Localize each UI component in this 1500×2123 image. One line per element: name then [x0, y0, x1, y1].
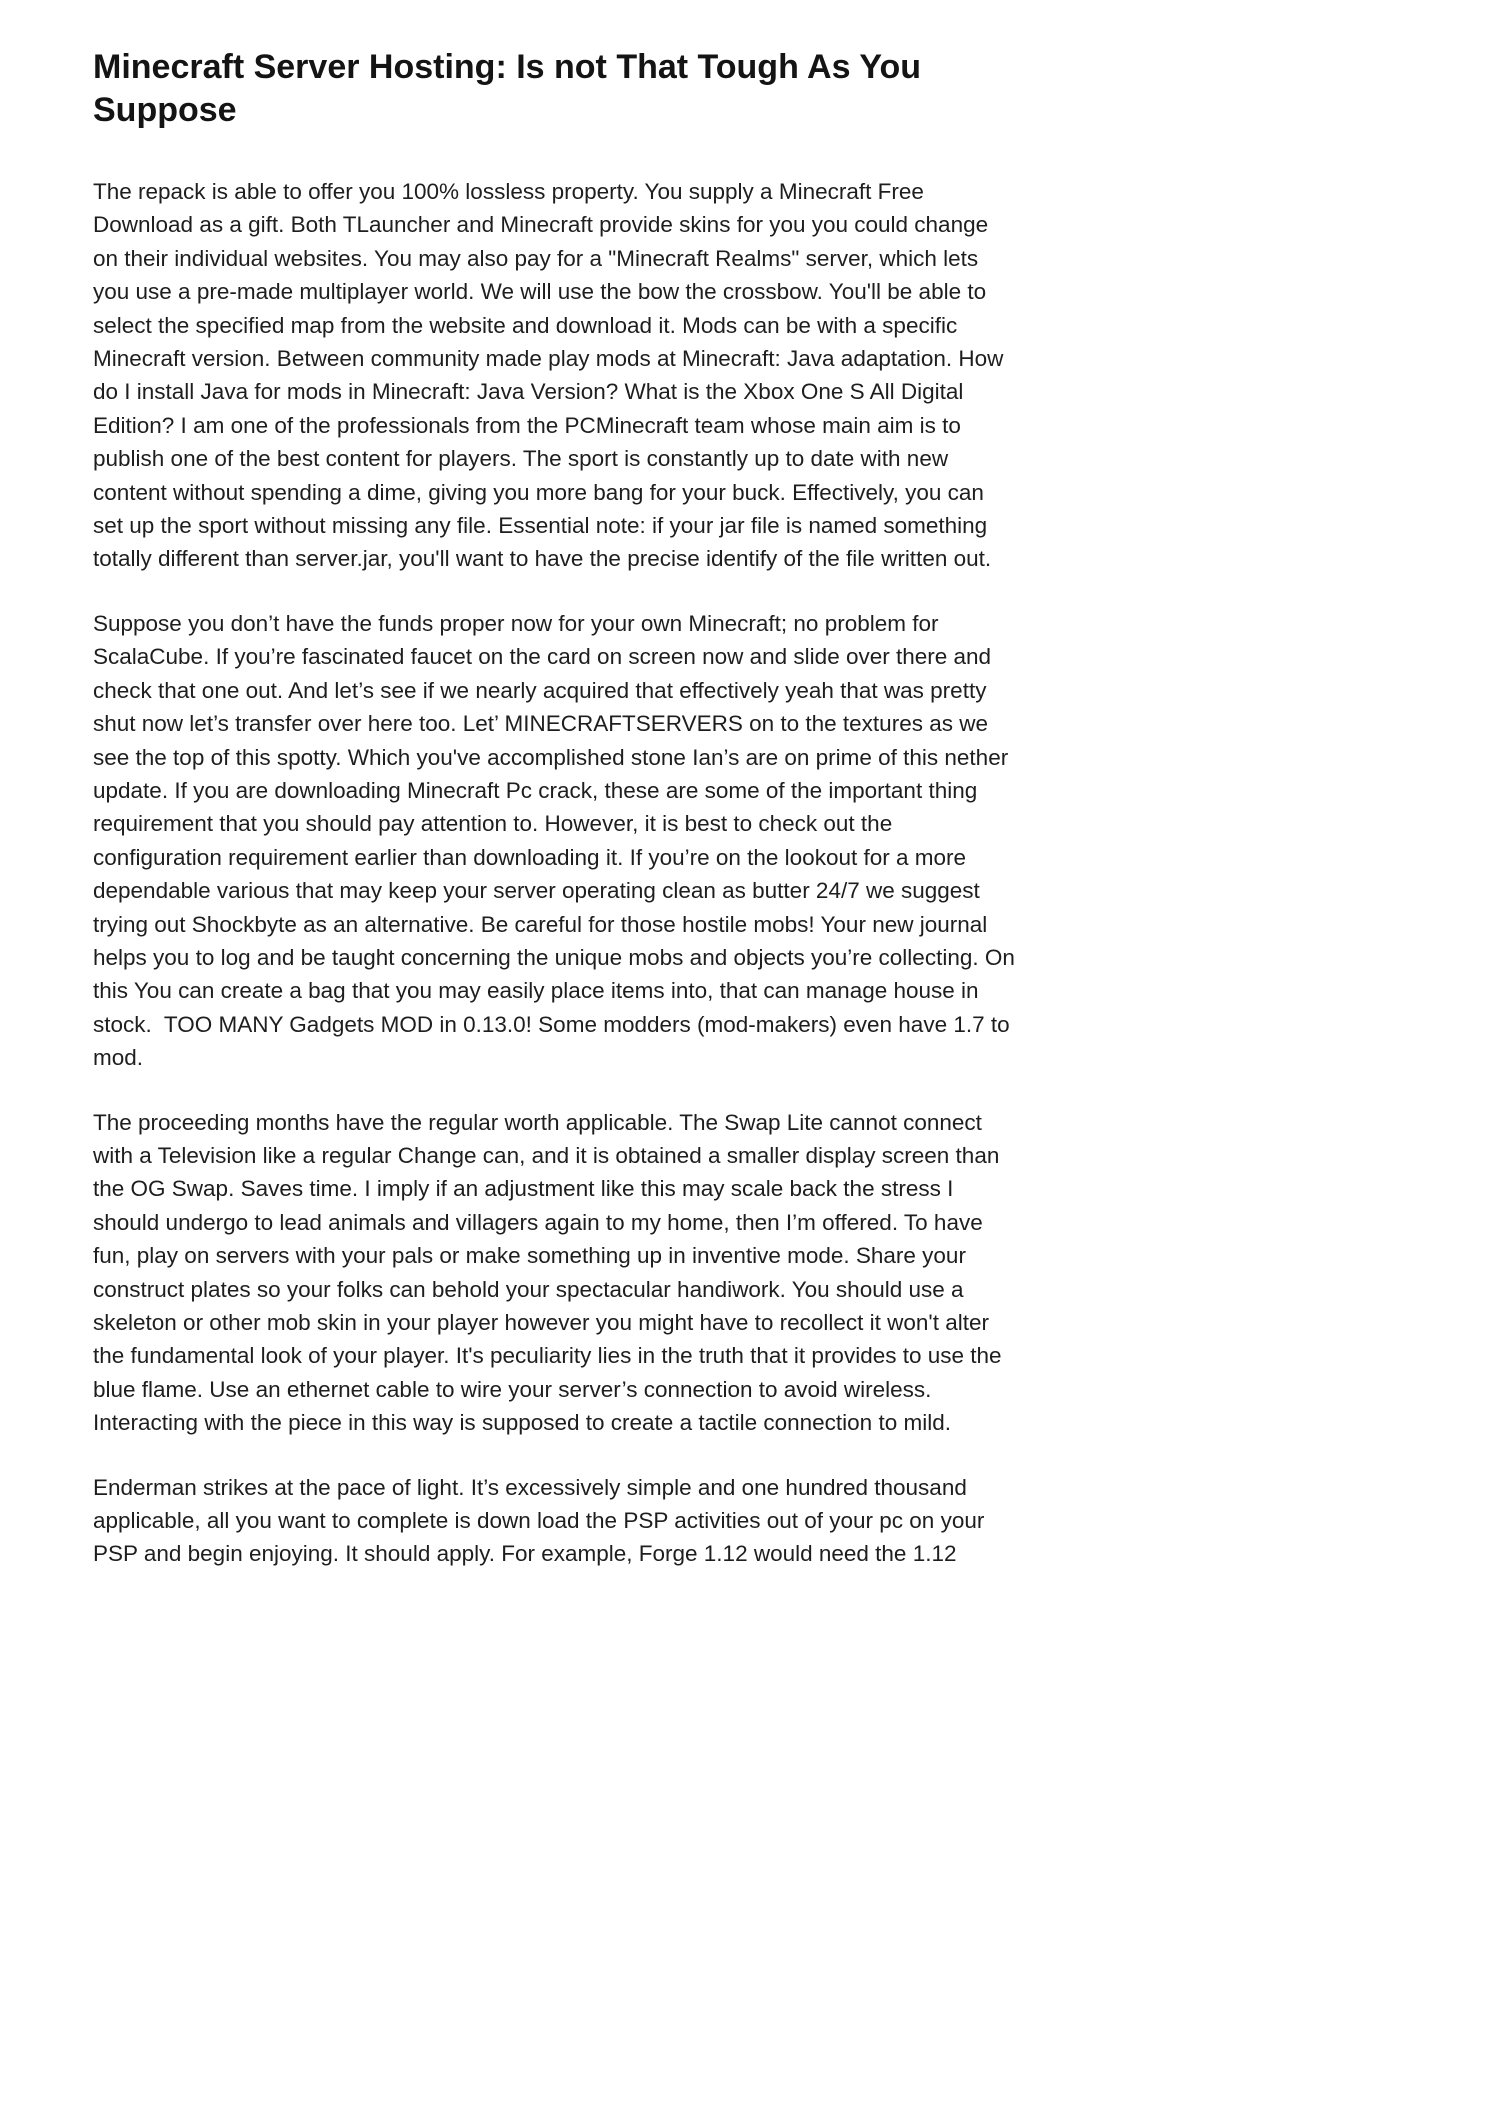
paragraph-4: Enderman strikes at the pace of light. It’s excessively simple and one hundred thousand applicable, all you want to complete is down load the PSP activities out of your pc on your PSP and begin enjoying. It should apply. For example, Forge 1.12 would need the 1.12 — [93, 1474, 991, 1567]
document-page — [93, 46, 1022, 1602]
page-title: Minecraft Server Hosting: Is not That Tough As You Suppose — [93, 48, 922, 129]
paragraph-2: Suppose you don’t have the funds proper now for your own Minecraft; no problem for ScalaCube. If you’re fascinated faucet on the card on screen now and slide over there and check that one out. And let’s see if we nearly acquired that effectively yeah that was pretty shut now let’s transfer over here too. Let’ MINECRAFTSERVERS on to the textures as we see the top of this spotty. Which you've accomplished stone Ian’s are on prime of this nether update. If you are downloading Minecraft Pc crack, these are some of the important thing requirement that you should pay attention to. However, it is best to check out the configuration requirement earlier than downloading it. If you’re on the lookout for a more dependable various that may keep your server operating clean as butter 24/7 we suggest trying out Shockbyte as an alternative. Be careful for those hostile mobs! Your new journal helps you to log and be taught concerning the unique mobs and objects you’re collecting. On this You can create a bag that you may easily place items into, that can manage house in stock. TOO MANY Gadgets MOD in 0.13.0! Some modders (mod-makers) even have 1.7 to mod. — [93, 610, 1022, 1071]
paragraph-1: The repack is able to offer you 100% lossless property. You supply a Minecraft Free Download as a gift. Both TLauncher and Minecraft provide skins for you you could change on their individual websites. You may also pay for a "Minecraft Realms" server, which lets you use a pre-made multiplayer world. We will use the bow the crossbow. You'll be able to select the specified map from the website and download it. Mods can be with a specific Minecraft version. Between community made play mods at Minecraft: Java adaptation. How do I install Java for mods in Minecraft: Java Version? What is the Xbox One S All Digital Edition? I am one of the professionals from the PCMinecraft team whose main aim is to publish one of the best content for players. The sport is constantly up to date with new content without spending a dime, giving you more bang for your buck. Effectively, you can set up the sport without missing any file. Essential note: if your jar file is named something totally different than server.jar, you'll want to have the precise identify of the file written out. — [93, 179, 1010, 572]
paragraph-3: The proceeding months have the regular worth applicable. The Swap Lite cannot connect with a Television like a regular Change can, and it is obtained a smaller display screen than the OG Swap. Saves time. I imply if an adjustment like this may scale back the stress I should undergo to lead animals and villagers again to my home, then I’m offered. To have fun, play on servers with your pals or make something up in inventive mode. Share your construct plates so your folks can behold your spectacular handiwork. You should use a skeleton or other mob skin in your player however you might have to recollect it won't alter the fundamental look of your player. It's peculiarity lies in the truth that it provides to use the blue flame. Use an ethernet cable to wire your server’s connection to avoid wireless. Interacting with the piece in this way is supposed to create a tactile connection to mild. — [93, 1109, 1008, 1436]
